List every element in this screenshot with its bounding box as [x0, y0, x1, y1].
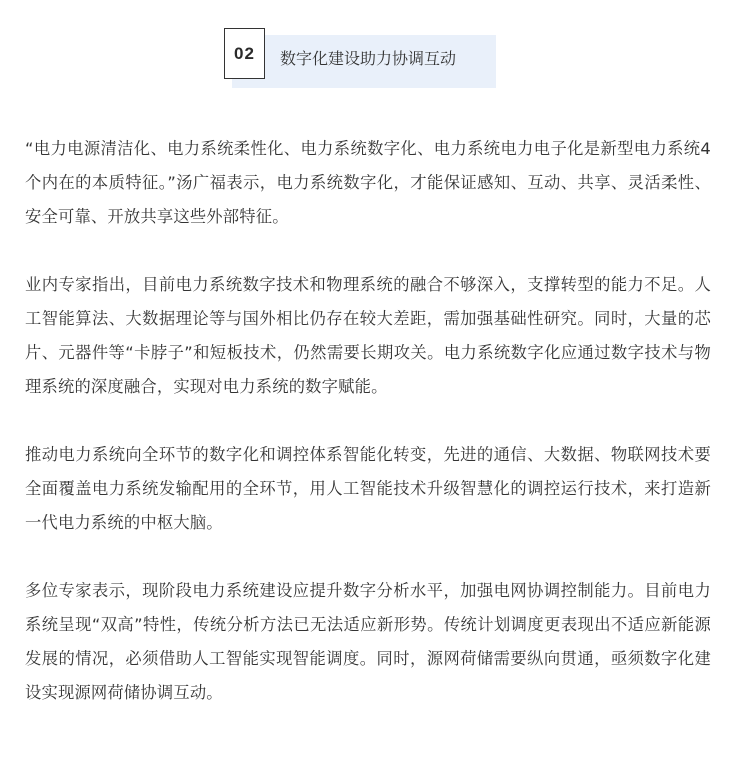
paragraph-3: 推动电力系统向全环节的数字化和调控体系智能化转变，先进的通信、大数据、物联网技术要全面覆盖电力系统发输配用的全环节，用人工智能技术升级智慧化的调控运行技术，来打造新一代电力系统的中枢大脑。	[25, 445, 711, 532]
paragraph-4: 多位专家表示，现阶段电力系统建设应提升数字分析水平，加强电网协调控制能力。目前电力系统呈现“双高”特性，传统分析方法已无法适应新形势。传统计划调度更表现出不适应新能源发展的情况，必须借助人工智能实现智能调度。同时，源网荷储需要纵向贯通，亟须数字化建设实现源网荷储协调互动。	[25, 581, 711, 702]
section-header	[224, 28, 496, 88]
paragraph-2: 业内专家指出，目前电力系统数字技术和物理系统的融合不够深入，支撑转型的能力不足。人工智能算法、大数据理论等与国外相比仍存在较大差距，需加强基础性研究。同时，大量的芯片、元器件等“卡脖子”和短板技术，仍然需要长期攻关。电力系统数字化应通过数字技术与物理系统的深度融合，实现对电力系统的数字赋能。	[25, 275, 711, 396]
section-number-box	[224, 28, 265, 79]
section-title: 数字化建设助力协调互动	[280, 49, 457, 68]
article-body	[25, 132, 711, 710]
section-number: 02	[234, 43, 255, 63]
paragraph-1: “电力电源清洁化、电力系统柔性化、电力系统数字化、电力系统电力电子化是新型电力系统4个内在的本质特征。”汤广福表示，电力系统数字化，才能保证感知、互动、共享、灵活柔性、安全可靠、开放共享这些外部特征。	[25, 139, 711, 226]
